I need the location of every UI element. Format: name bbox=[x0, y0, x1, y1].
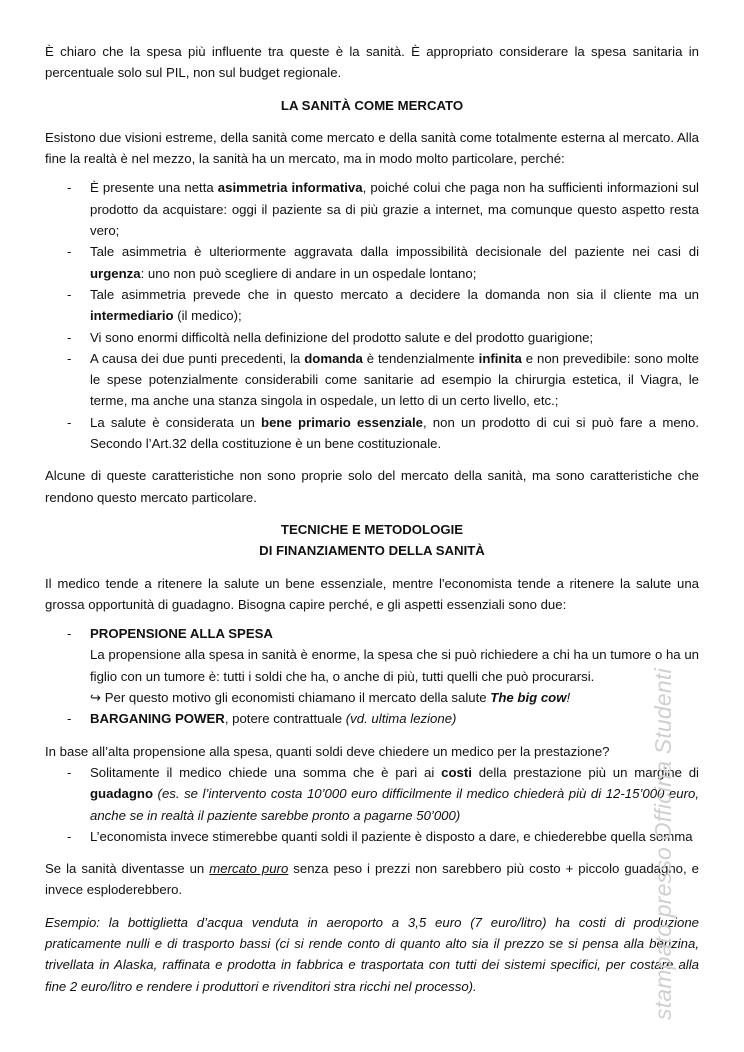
paragraph-characteristics: Alcune di queste caratteristiche non sono proprie solo del mercato della sanità, ma sono caratteristiche che rendono questo mercato particolare. bbox=[45, 468, 699, 505]
paragraph-intro: È chiaro che la spesa più influente tra queste è la sanità. È appropriato considerare la spesa sanitaria in percentuale solo sul PIL, non sul budget regionale. bbox=[45, 44, 699, 81]
section-heading-sanita-mercato: LA SANITÀ COME MERCATO bbox=[280, 97, 464, 113]
list-item: - Tale asimmetria prevede che in questo mercato a decidere la domanda non sia il cliente ma un intermediario (il medico); bbox=[45, 284, 699, 327]
list-item: - L’economista invece stimerebbe quanti soldi il paziente è disposto a dare, e chiederebbe quella somma bbox=[45, 826, 699, 847]
list-item: - A causa dei due punti precedenti, la domanda è tendenzialmente infinita e non prevedibile: sono molte le spese potenzialmente considerabili come sanitarie ad esempio la chirurgia estetica, il Viagra, le terme, ma anche una stanza singola in ospedale, un letto di un certo livello, etc.; bbox=[45, 348, 699, 412]
paragraph-example: Esempio: la bottiglietta d’acqua venduta in aeroporto a 3,5 euro (7 euro/litro) ha costi di produzione praticamente nulli e di trasporto bassi (ci si rende conto di quanto alto sia il prezzo se si pensa alla benzina, trivellata in Alaska, raffinata e prodotta in fabbrica e trasportata con tutti dei sistemi specifici, per costare alla fine 2 euro/litro e rendere i produttori e rivenditori stra ricchi nel processo). bbox=[45, 914, 699, 994]
market-features-list bbox=[45, 177, 699, 454]
paragraph-question: In base all’alta propensione alla spesa, quanti soldi deve chiedere un medico per la prestazione? bbox=[45, 743, 610, 759]
paragraph-mercato-puro: Se la sanità diventasse un mercato puro senza peso i prezzi non sarebbero più costo + piccolo guadagno, e invece esploderebbero. bbox=[45, 861, 700, 898]
list-item: - PROPENSIONE ALLA SPESA La propensione alla spesa in sanità è enorme, la spesa che si può richiedere a chi ha un tumore o ha un figlio con un tumore è: tutti i soldi che ha, o anche di più, tutti quelli che può procurarsi. ↪ Per questo motivo gli economisti chiamano il mercato della salute The big cow! bbox=[45, 623, 699, 708]
paragraph-two-visions: Esistono due visioni estreme, della sanità come mercato e della sanità come totalmente esterna al mercato. Alla fine la realtà è nel mezzo, la sanità ha un mercato, ma in modo molto particolare, perché: bbox=[45, 129, 699, 167]
list-item: - È presente una netta asimmetria informativa, poiché colui che paga non ha sufficienti informazioni sul prodotto da acquistare: oggi il paziente sa di più grazie a internet, ma comunque questo aspetto resta vero; bbox=[45, 177, 699, 241]
list-item: - Vi sono enormi difficoltà nella definizione del prodotto salute e del prodotto guarigione; bbox=[45, 327, 699, 348]
list-item: - Tale asimmetria è ulteriormente aggravata dalla impossibilità decisionale del paziente nei casi di urgenza: uno non può scegliere di andare in un ospedale lontano; bbox=[45, 241, 699, 284]
section-heading-tecniche: TECNICHE E METODOLOGIE DI FINANZIAMENTO DELLA SANITÀ bbox=[259, 521, 485, 559]
pricing-list bbox=[45, 762, 699, 847]
paragraph-medico-economista: Il medico tende a ritenere la salute un bene essenziale, mentre l'economista tende a ritenere la salute una grossa opportunità di guadagno. Bisogna capire perché, e gli aspetti essenziali sono due: bbox=[45, 575, 699, 612]
watermark: stampato presso Officina Studenti bbox=[650, 668, 676, 1020]
list-item: - La salute è considerata un bene primario essenziale, non un prodotto di cui si può fare a meno. Secondo l’Art.32 della costituzione è un bene costituzionale. bbox=[45, 412, 699, 455]
list-item: - BARGANING POWER, potere contrattuale (vd. ultima lezione) bbox=[45, 708, 699, 729]
essential-aspects-list bbox=[45, 623, 699, 729]
document-page bbox=[45, 41, 699, 997]
list-item: - Solitamente il medico chiede una somma che è pari ai costi della prestazione più un margine di guadagno (es. se l’intervento costa 10’000 euro difficilmente il medico chiederà più di 12-15’000 euro, anche se in realtà il paziente sarebbe pronto a pagarne 50’000) bbox=[45, 762, 699, 826]
